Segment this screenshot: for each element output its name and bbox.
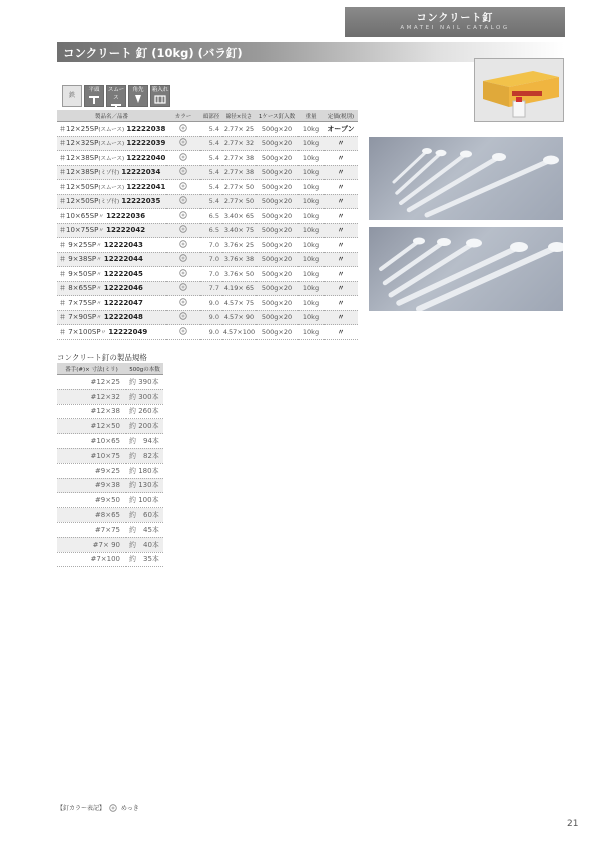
- weight: 10kg: [298, 325, 324, 340]
- wire-size: 4.19× 65: [222, 281, 256, 296]
- col-count: 500gの本数: [126, 363, 163, 375]
- plating-icon: [109, 804, 117, 812]
- nail-count: 約 100本: [126, 493, 163, 508]
- spec-row: [57, 122, 358, 137]
- case-qty: 500g×20: [256, 151, 298, 166]
- spec-row: [57, 238, 358, 253]
- product-size: ＃12×38SP: [59, 153, 99, 162]
- price: 〃: [324, 310, 358, 325]
- color-plating-icon: [166, 281, 200, 296]
- color-plating-icon: [166, 325, 200, 340]
- wire-size: 3.76× 50: [222, 267, 256, 282]
- weight: 10kg: [298, 310, 324, 325]
- head-diameter: 9.0: [200, 296, 222, 311]
- price: 〃: [324, 180, 358, 195]
- legend-label: 【釘カラー表記】: [57, 805, 106, 812]
- nail-count: 約 94本: [126, 434, 163, 449]
- spec-row: [57, 151, 358, 166]
- nail-size: #7×100: [57, 552, 126, 567]
- legend-item: めっき: [120, 805, 139, 812]
- count-table: [57, 363, 163, 567]
- catalog-subtitle: AMATEI NAIL CATALOG: [400, 25, 510, 31]
- product-name: [57, 238, 166, 253]
- product-code: 12222040: [126, 153, 166, 162]
- product-name: [57, 281, 166, 296]
- color-plating-icon: [166, 194, 200, 209]
- weight: 10kg: [298, 252, 324, 267]
- spec-row: [57, 281, 358, 296]
- weight: 10kg: [298, 223, 324, 238]
- product-type: (スムース): [98, 155, 125, 162]
- count-header-row: [57, 363, 163, 375]
- head-diameter: 5.4: [200, 180, 222, 195]
- spec-row: [57, 325, 358, 340]
- head-diameter: 5.4: [200, 122, 222, 137]
- count-row: [57, 508, 163, 523]
- wire-size: 2.77× 38: [222, 151, 256, 166]
- product-name: [57, 267, 166, 282]
- price: 〃: [324, 325, 358, 340]
- product-code: 12222041: [126, 182, 166, 191]
- count-row: [57, 552, 163, 567]
- spec-row: [57, 180, 358, 195]
- nail-count: 約 260本: [126, 404, 163, 419]
- col-price: 定価(税別): [324, 110, 358, 122]
- product-name: [57, 194, 166, 209]
- product-size: ＃12×25SP: [59, 124, 99, 133]
- product-code: 12222034: [121, 168, 161, 177]
- color-plating-icon: [166, 180, 200, 195]
- product-name: [57, 223, 166, 238]
- product-type: 〃: [96, 300, 102, 307]
- head-diameter: 5.4: [200, 151, 222, 166]
- nail-size: #7× 90: [57, 537, 126, 552]
- wire-size: 2.77× 32: [222, 136, 256, 151]
- head-diameter: 9.0: [200, 310, 222, 325]
- spec-row: [57, 310, 358, 325]
- nail-size: #8×65: [57, 508, 126, 523]
- product-name: [57, 209, 166, 224]
- wire-size: 2.77× 50: [222, 194, 256, 209]
- case-qty: 500g×20: [256, 165, 298, 180]
- product-size: ＃10×65SP: [59, 211, 99, 220]
- nail-count: 約 200本: [126, 419, 163, 434]
- head-diameter: 6.5: [200, 209, 222, 224]
- product-code: 12222038: [126, 124, 166, 133]
- product-code: 12222035: [121, 197, 161, 206]
- product-type: 〃: [96, 271, 102, 278]
- weight: 10kg: [298, 238, 324, 253]
- price: 〃: [324, 252, 358, 267]
- product-name: [57, 252, 166, 267]
- color-plating-icon: [166, 238, 200, 253]
- case-qty: 500g×20: [256, 296, 298, 311]
- count-row: [57, 537, 163, 552]
- nail-size: #10×75: [57, 448, 126, 463]
- nail-size: #12×25: [57, 375, 126, 390]
- head-diameter: 9.0: [200, 325, 222, 340]
- product-size: ＃12×50SP: [59, 182, 99, 191]
- price: 〃: [324, 165, 358, 180]
- product-type: 〃: [96, 315, 102, 322]
- product-name: [57, 180, 166, 195]
- count-row: [57, 419, 163, 434]
- nail-photo-2: [369, 227, 563, 311]
- weight: 10kg: [298, 209, 324, 224]
- product-type: (スムース): [98, 141, 125, 148]
- spec-row: [57, 136, 358, 151]
- count-row: [57, 434, 163, 449]
- wire-size: 3.40× 65: [222, 209, 256, 224]
- color-plating-icon: [166, 136, 200, 151]
- color-plating-icon: [166, 122, 200, 137]
- count-row: [57, 463, 163, 478]
- product-name: [57, 122, 166, 137]
- nail-size: #7×75: [57, 522, 126, 537]
- price: 〃: [324, 281, 358, 296]
- head-diameter: 7.0: [200, 252, 222, 267]
- weight: 10kg: [298, 281, 324, 296]
- price: オープン: [324, 122, 358, 137]
- price: 〃: [324, 136, 358, 151]
- weight: 10kg: [298, 136, 324, 151]
- price: 〃: [324, 223, 358, 238]
- product-size: ＃ 9×25SP: [59, 240, 97, 249]
- col-nail-size: 番手(#)× 寸法(ミリ): [57, 363, 126, 375]
- price: 〃: [324, 209, 358, 224]
- product-size: ＃ 7×90SP: [59, 313, 97, 322]
- weight: 10kg: [298, 194, 324, 209]
- catalog-header: [345, 7, 565, 37]
- product-type: (スムース): [98, 126, 125, 133]
- wire-size: 4.57× 90: [222, 310, 256, 325]
- nail-count: 約 82本: [126, 448, 163, 463]
- nail-count: 約 40本: [126, 537, 163, 552]
- color-plating-icon: [166, 165, 200, 180]
- weight: 10kg: [298, 180, 324, 195]
- nail-size: #12×38: [57, 404, 126, 419]
- spec-row: [57, 194, 358, 209]
- product-name: [57, 151, 166, 166]
- col-case: 1ケース釘入数: [256, 110, 298, 122]
- case-qty: 500g×20: [256, 223, 298, 238]
- case-qty: 500g×20: [256, 136, 298, 151]
- product-code: 12222048: [103, 313, 143, 322]
- smooth-shank-icon: スムース: [106, 85, 126, 107]
- wire-size: 4.57×100: [222, 325, 256, 340]
- color-plating-icon: [166, 151, 200, 166]
- weight: 10kg: [298, 267, 324, 282]
- product-name: [57, 310, 166, 325]
- nail-count: 約 180本: [126, 463, 163, 478]
- product-type: 〃: [96, 257, 102, 264]
- price: 〃: [324, 238, 358, 253]
- color-plating-icon: [166, 223, 200, 238]
- nail-count: 約 300本: [126, 389, 163, 404]
- price: 〃: [324, 151, 358, 166]
- product-size: ＃12×38SP: [59, 168, 99, 177]
- product-code: 12222039: [126, 139, 166, 148]
- nail-count: 約 390本: [126, 375, 163, 390]
- case-qty: 500g×20: [256, 238, 298, 253]
- product-size: ＃ 9×50SP: [59, 269, 97, 278]
- price: 〃: [324, 267, 358, 282]
- wire-size: 2.77× 25: [222, 122, 256, 137]
- product-code: 12222045: [103, 269, 143, 278]
- nail-count: 約 45本: [126, 522, 163, 537]
- flat-head-icon: 平頭: [84, 85, 104, 107]
- spec-row: [57, 209, 358, 224]
- box-icon: 箱入れ: [150, 85, 170, 107]
- count-row: [57, 448, 163, 463]
- product-code: 12222036: [106, 211, 146, 220]
- category-title: コンクリート釘: [416, 13, 494, 24]
- count-row: [57, 522, 163, 537]
- nail-size: #9×25: [57, 463, 126, 478]
- iron-icon: 鉄: [62, 85, 82, 107]
- product-name: [57, 296, 166, 311]
- spec-table: [57, 110, 358, 340]
- case-qty: 500g×20: [256, 122, 298, 137]
- product-type: (ミゾ付): [98, 199, 120, 206]
- spec-row: [57, 223, 358, 238]
- case-qty: 500g×20: [256, 310, 298, 325]
- product-type: 〃: [98, 228, 104, 235]
- col-head: 頭部径: [200, 110, 222, 122]
- spec-row: [57, 165, 358, 180]
- nail-size: #9×38: [57, 478, 126, 493]
- weight: 10kg: [298, 296, 324, 311]
- nail-size: #10×65: [57, 434, 126, 449]
- point-icon: 角先: [128, 85, 148, 107]
- nail-photo-1: [369, 137, 563, 220]
- product-type: 〃: [96, 286, 102, 293]
- color-plating-icon: [166, 209, 200, 224]
- product-size: ＃ 7×100SP: [59, 327, 101, 336]
- nail-size: #12×50: [57, 419, 126, 434]
- product-size: ＃12×32SP: [59, 139, 99, 148]
- wire-size: 2.77× 50: [222, 180, 256, 195]
- product-code: 12222049: [108, 327, 148, 336]
- head-diameter: 7.0: [200, 238, 222, 253]
- nail-size: #9×50: [57, 493, 126, 508]
- product-code: 12222047: [103, 298, 143, 307]
- spec-header-row: [57, 110, 358, 122]
- weight: 10kg: [298, 151, 324, 166]
- product-size: ＃10×75SP: [59, 226, 99, 235]
- color-plating-icon: [166, 252, 200, 267]
- case-qty: 500g×20: [256, 209, 298, 224]
- count-row: [57, 375, 163, 390]
- wire-size: 3.76× 38: [222, 252, 256, 267]
- head-diameter: 7.0: [200, 267, 222, 282]
- col-size: 線径×長さ: [222, 110, 256, 122]
- count-row: [57, 389, 163, 404]
- case-qty: 500g×20: [256, 267, 298, 282]
- wire-size: 3.40× 75: [222, 223, 256, 238]
- head-diameter: 7.7: [200, 281, 222, 296]
- nail-count: 約 60本: [126, 508, 163, 523]
- product-type: 〃: [100, 329, 107, 336]
- weight: 10kg: [298, 122, 324, 137]
- spec-row: [57, 252, 358, 267]
- count-row: [57, 493, 163, 508]
- col-color: カラー: [166, 110, 200, 122]
- color-plating-icon: [166, 310, 200, 325]
- case-qty: 500g×20: [256, 252, 298, 267]
- color-legend: [57, 803, 139, 812]
- head-diameter: 5.4: [200, 165, 222, 180]
- product-size: ＃ 8×65SP: [59, 284, 97, 293]
- product-size: ＃12×50SP: [59, 197, 99, 206]
- product-type: 〃: [96, 242, 102, 249]
- product-code: 12222044: [103, 255, 143, 264]
- head-diameter: 5.4: [200, 136, 222, 151]
- col-weight: 重量: [298, 110, 324, 122]
- product-code: 12222043: [103, 240, 143, 249]
- product-size: ＃ 7×75SP: [59, 298, 97, 307]
- product-title: コンクリート 釘 (10kg) (バラ釘): [63, 46, 243, 60]
- product-code: 12222046: [103, 284, 143, 293]
- case-qty: 500g×20: [256, 281, 298, 296]
- nail-count: 約 130本: [126, 478, 163, 493]
- weight: 10kg: [298, 165, 324, 180]
- case-qty: 500g×20: [256, 180, 298, 195]
- price: 〃: [324, 194, 358, 209]
- case-qty: 500g×20: [256, 325, 298, 340]
- product-size: ＃ 9×38SP: [59, 255, 97, 264]
- case-qty: 500g×20: [256, 194, 298, 209]
- wire-size: 2.77× 38: [222, 165, 256, 180]
- product-type: (スムース): [98, 184, 125, 191]
- head-diameter: 6.5: [200, 223, 222, 238]
- product-type: (ミゾ付): [98, 170, 120, 177]
- spec-row: [57, 296, 358, 311]
- product-name: [57, 136, 166, 151]
- nail-count: 約 35本: [126, 552, 163, 567]
- wire-size: 3.76× 25: [222, 238, 256, 253]
- page-number: 21: [567, 819, 579, 829]
- color-plating-icon: [166, 267, 200, 282]
- price: 〃: [324, 296, 358, 311]
- col-product: 製品名／品番: [57, 110, 166, 122]
- count-table-title: コンクリート釘の製品規格: [57, 353, 147, 362]
- nail-size: #12×32: [57, 389, 126, 404]
- product-code: 12222042: [106, 226, 146, 235]
- product-name: [57, 325, 166, 340]
- head-diameter: 5.4: [200, 194, 222, 209]
- product-type: 〃: [98, 213, 104, 220]
- count-row: [57, 404, 163, 419]
- product-box-photo: [474, 58, 564, 122]
- count-row: [57, 478, 163, 493]
- spec-row: [57, 267, 358, 282]
- product-name: [57, 165, 166, 180]
- color-plating-icon: [166, 296, 200, 311]
- wire-size: 4.57× 75: [222, 296, 256, 311]
